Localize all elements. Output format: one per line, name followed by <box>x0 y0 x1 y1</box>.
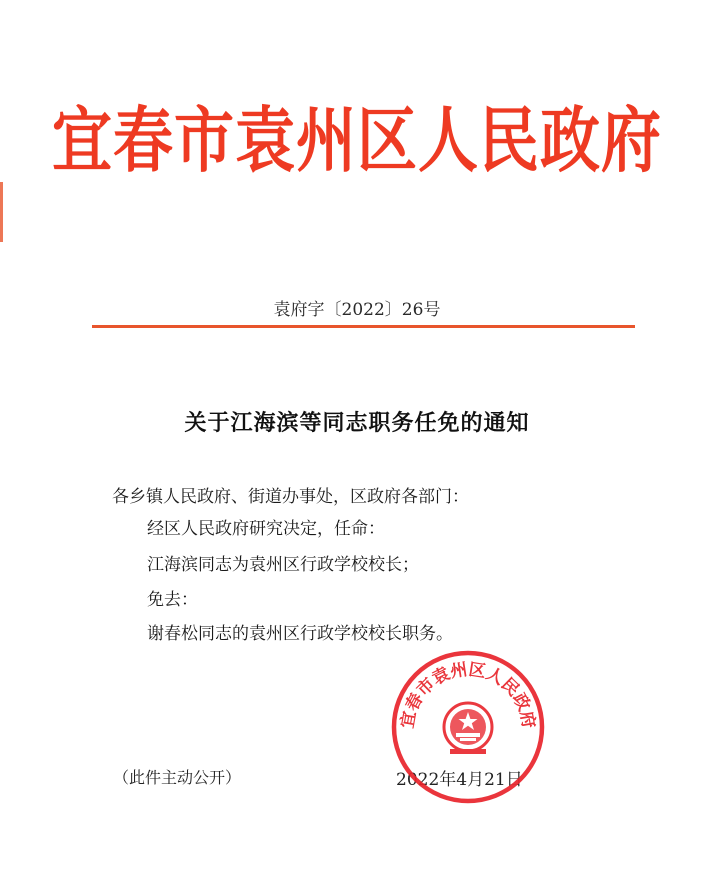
addressee-line: 各乡镇人民政府、街道办事处，区政府各部门： <box>112 487 469 507</box>
body-paragraph: 谢春松同志的袁州区行政学校校长职务。 <box>147 624 453 644</box>
official-seal <box>388 647 548 807</box>
body-paragraph: 江海滨同志为袁州区行政学校校长； <box>147 555 419 575</box>
issuer-masthead: 宜春市袁州区人民政府 <box>52 99 662 183</box>
disclosure-note: （此件主动公开） <box>113 768 242 787</box>
document-number: 袁府字〔2022〕26号 <box>273 300 441 320</box>
issue-date: 2022年4月21日 <box>396 770 523 790</box>
body-paragraph: 经区人民政府研究决定，任命： <box>147 519 385 539</box>
red-divider-line <box>92 325 635 328</box>
body-paragraph: 免去： <box>147 590 198 610</box>
seal-text: 宜春市袁州区人民政府 <box>397 659 539 730</box>
notice-title: 关于江海滨等同志职务任免的通知 <box>184 410 530 436</box>
national-emblem-icon <box>444 703 492 754</box>
scan-edge-mark <box>0 182 3 242</box>
